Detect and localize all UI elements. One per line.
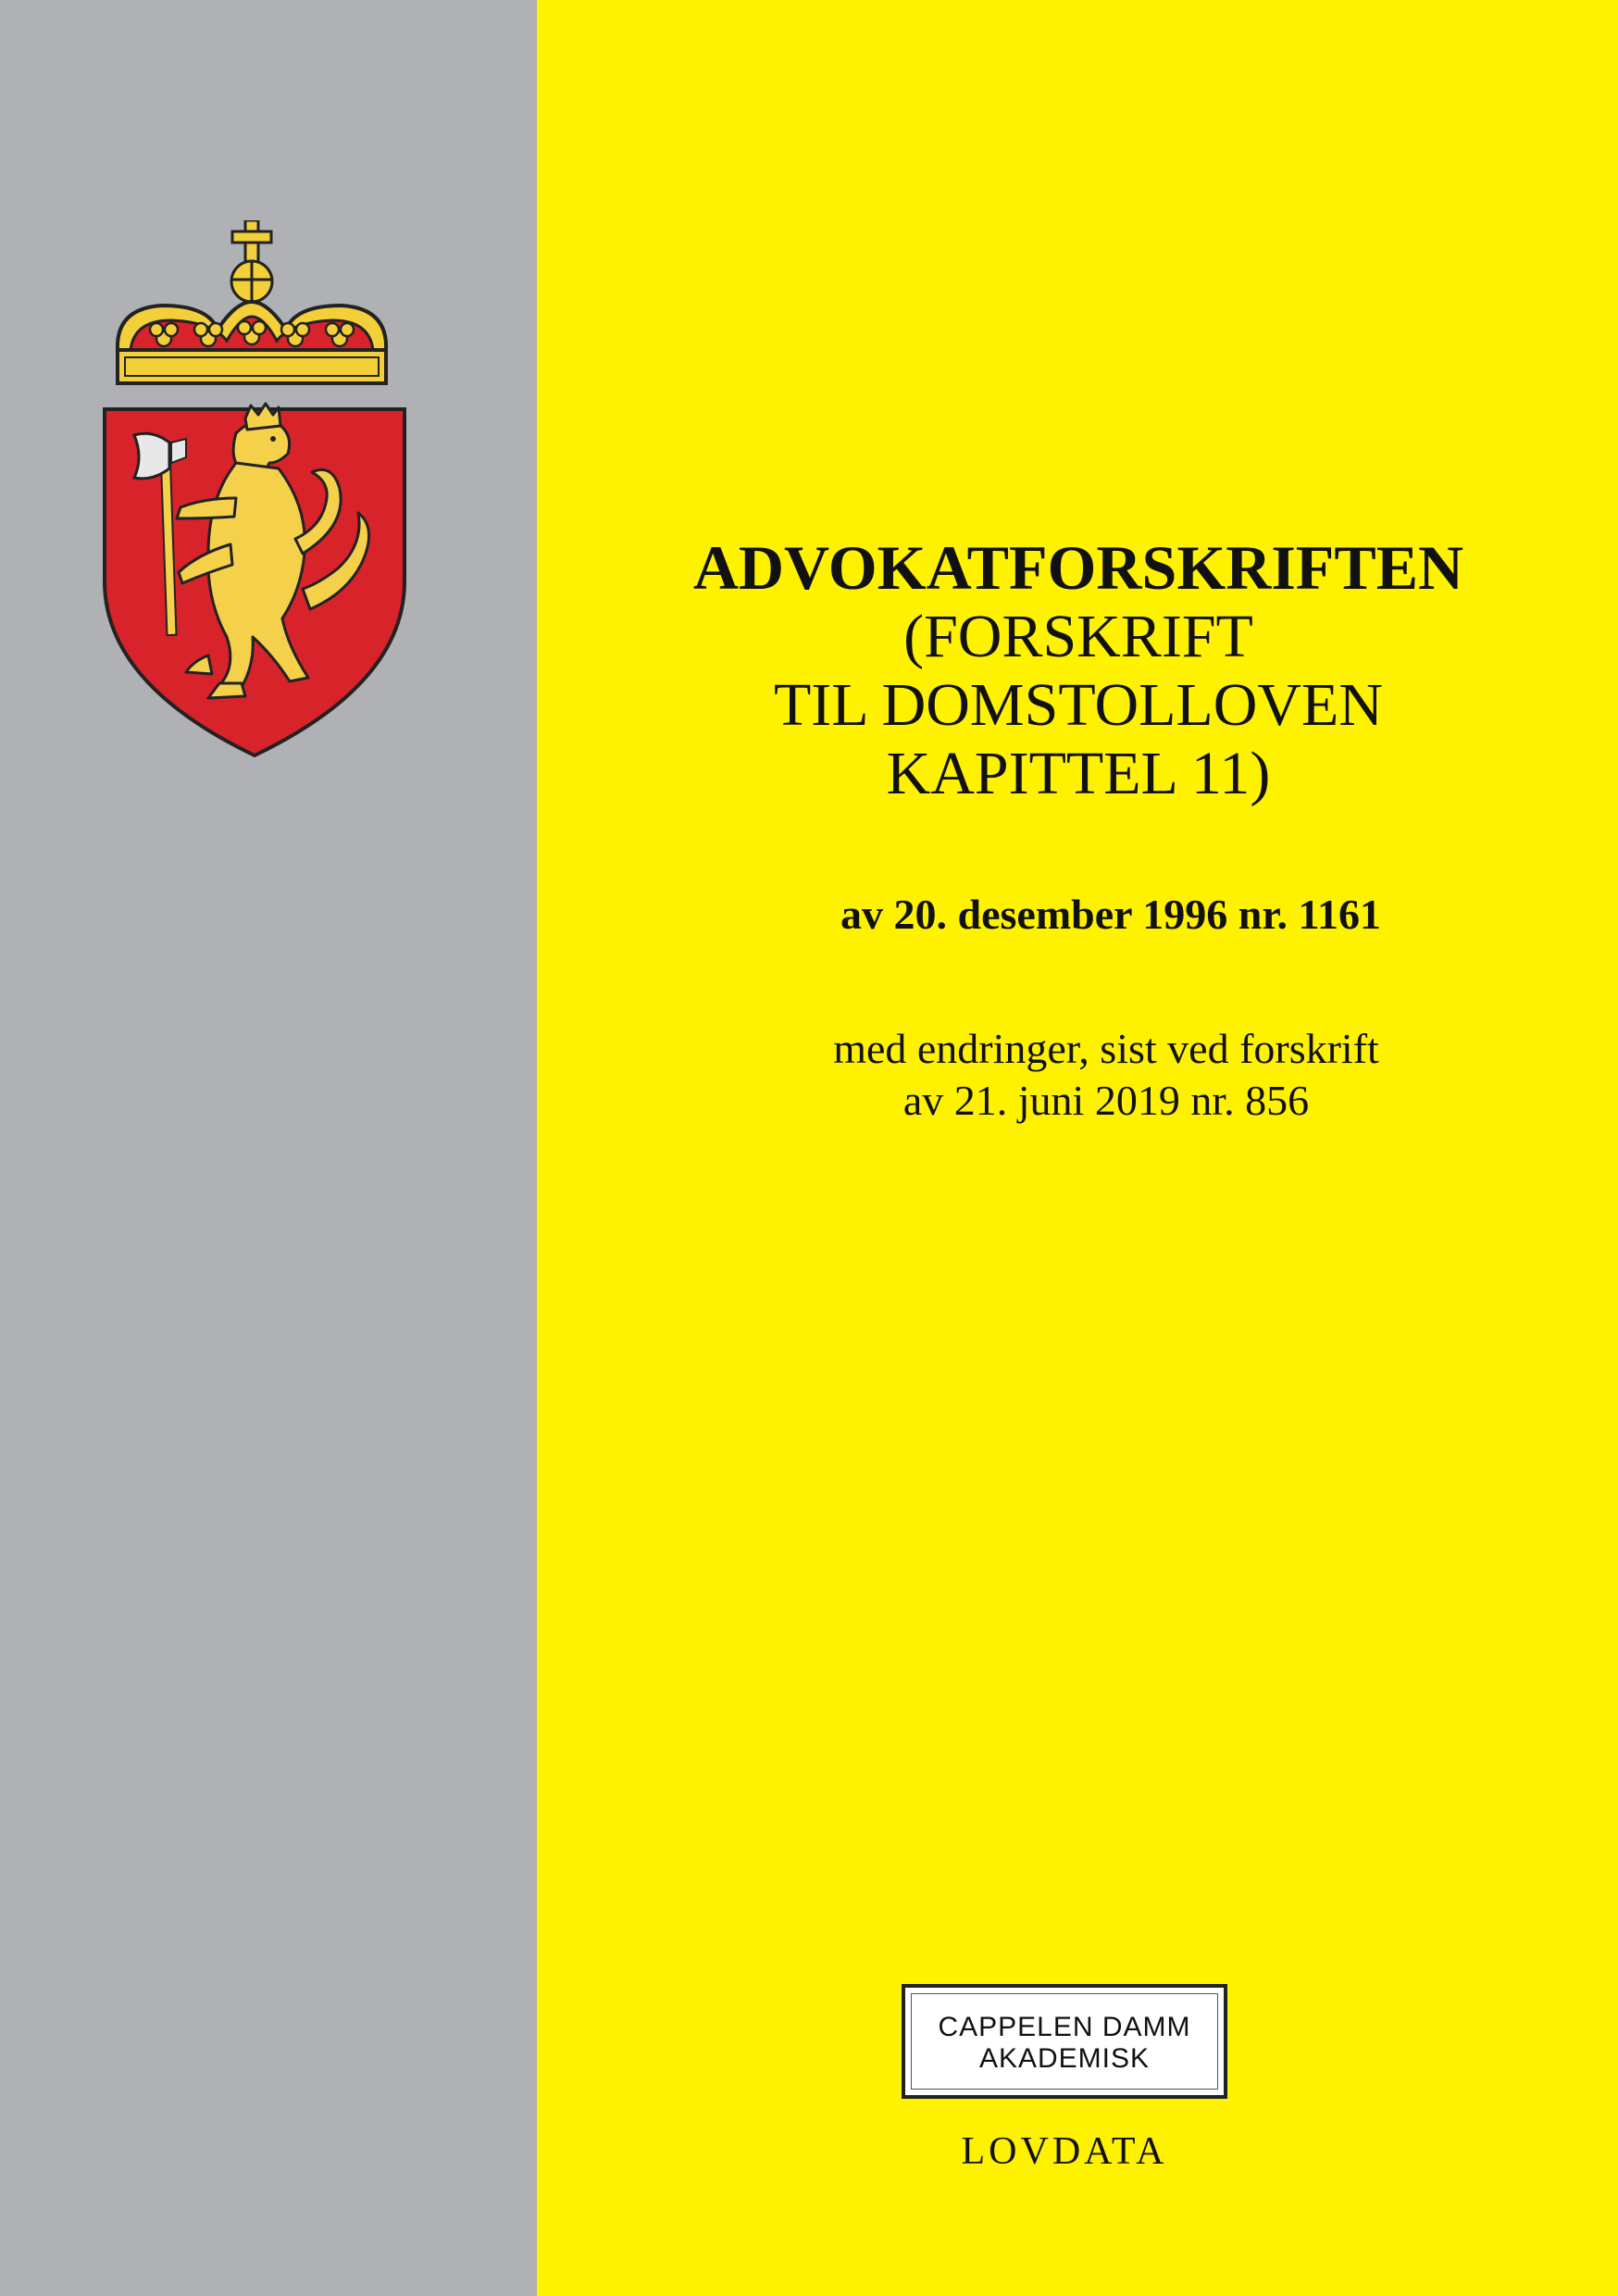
- publisher-logo: [902, 1984, 1227, 2099]
- amendment-line-1: med endringer, sist ved forskrift: [833, 1025, 1379, 1072]
- title-main: ADVOKATFORSKRIFTEN: [692, 532, 1464, 603]
- title-line-2: (FORSKRIFT: [903, 603, 1253, 670]
- crown-band: [118, 350, 386, 383]
- regulation-date: av 20. desember 1996 nr. 1161: [840, 891, 1381, 938]
- publisher-line-1: CAPPELEN DAMM: [938, 2012, 1191, 2042]
- title-line-3: TIL DOMSTOLLOVEN: [773, 671, 1384, 739]
- imprint-lovdata: LOVDATA: [961, 2130, 1168, 2173]
- publisher-line-2: AKADEMISK: [978, 2043, 1151, 2074]
- cross-icon: [232, 220, 271, 263]
- yellow-main-panel: [537, 0, 1618, 2296]
- title-block: [611, 532, 1546, 808]
- amendment-line-2: av 21. juni 2019 nr. 856: [902, 1077, 1310, 1124]
- norwegian-coat-of-arms-icon: [97, 220, 412, 757]
- title-line-4: KAPITTEL 11): [886, 740, 1271, 807]
- publisher-name: [905, 2012, 1224, 2075]
- amendment-note: [703, 1023, 1509, 1127]
